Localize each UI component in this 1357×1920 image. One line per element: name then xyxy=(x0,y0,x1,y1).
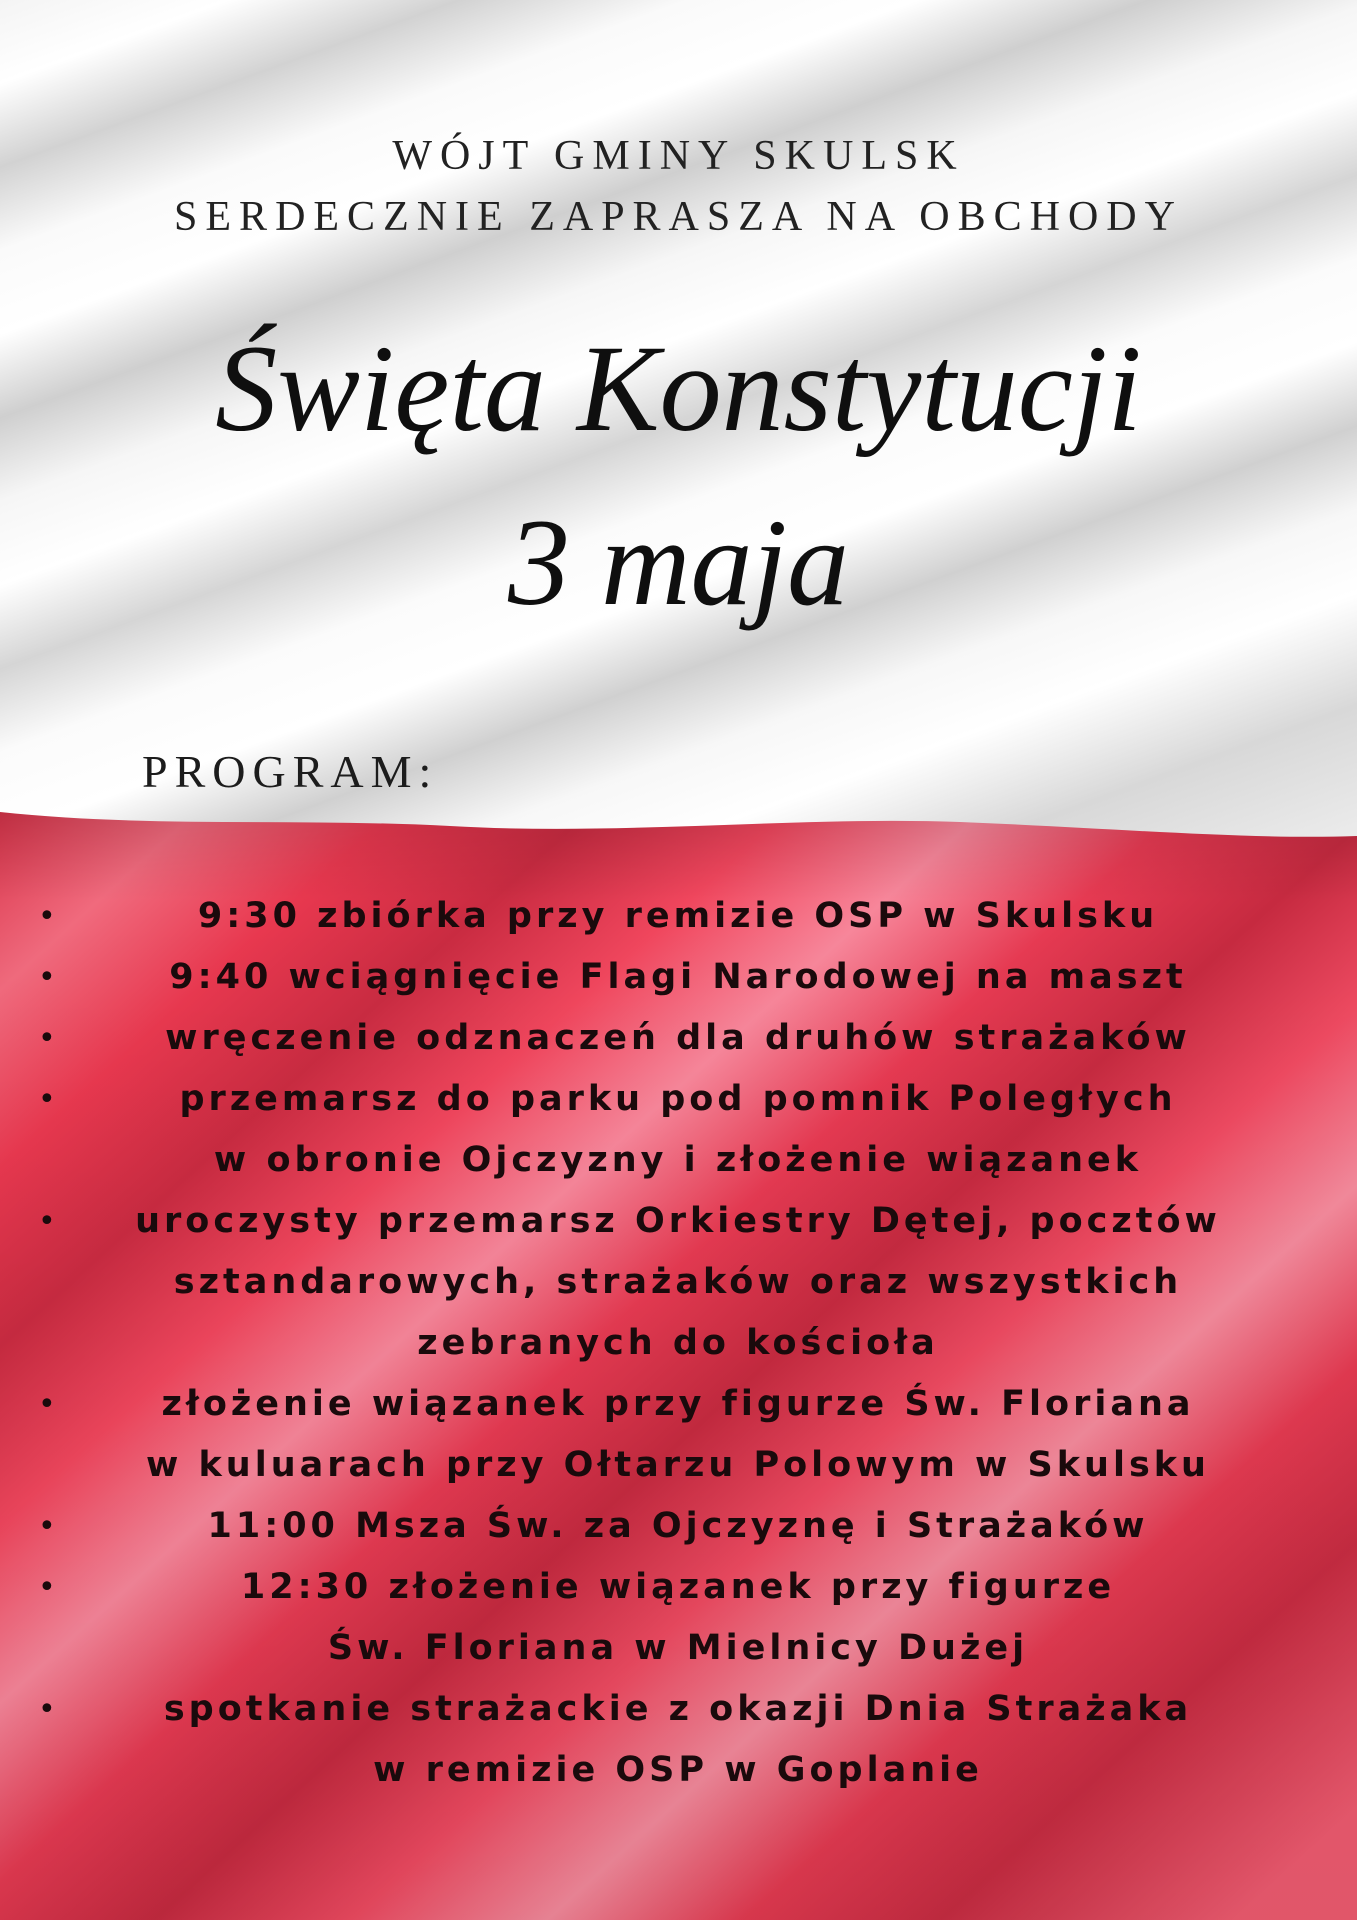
bullet-icon: • xyxy=(38,1509,56,1544)
bullet-icon: • xyxy=(38,1692,56,1727)
header-line-2: SERDECZNIE ZAPRASZA NA OBCHODY xyxy=(174,194,1183,240)
program-list xyxy=(0,886,1357,1801)
program-item-line: przemarsz do parku pod pomnik Poległych xyxy=(179,1079,1177,1119)
program-item xyxy=(0,1069,1357,1191)
header-line-1: WÓJT GMINY SKULSK xyxy=(392,133,965,179)
bullet-icon: • xyxy=(38,1082,56,1117)
bullet-icon: • xyxy=(38,1570,56,1605)
bullet-icon: • xyxy=(38,1204,56,1239)
program-item-line: zebranych do kościoła xyxy=(417,1323,939,1363)
program-item xyxy=(0,1557,1357,1679)
bullet-icon: • xyxy=(38,1387,56,1422)
program-label: PROGRAM: xyxy=(142,746,439,797)
bullet-icon: • xyxy=(38,1021,56,1056)
program-item-line: sztandarowych, strażaków oraz wszystkich xyxy=(173,1262,1183,1302)
program-item-line: uroczysty przemarsz Orkiestry Dętej, pocztów xyxy=(135,1201,1221,1241)
program-item xyxy=(0,1496,1357,1557)
program-item-line: 12:30 złożenie wiązanek przy figurze xyxy=(240,1567,1116,1607)
program-item-line: w obronie Ojczyzny i złożenie wiązanek xyxy=(213,1140,1143,1180)
program-item xyxy=(0,886,1357,947)
program-item-line: złożenie wiązanek przy figurze Św. Floriana xyxy=(161,1384,1195,1424)
bullet-icon: • xyxy=(38,899,56,934)
title-line-2: 3 maja xyxy=(508,494,849,631)
program-item-line: 11:00 Msza Św. za Ojczyznę i Strażaków xyxy=(207,1506,1149,1546)
program-item-line: 9:30 zbiórka przy remizie OSP w Skulsku xyxy=(197,896,1159,936)
program-item-line: wręczenie odznaczeń dla druhów strażaków xyxy=(165,1018,1191,1058)
bullet-icon: • xyxy=(38,960,56,995)
program-item-line: spotkanie strażackie z okazji Dnia Strażaka xyxy=(163,1689,1193,1729)
program-item xyxy=(0,947,1357,1008)
program-item xyxy=(0,1191,1357,1374)
title-line-1: Święta Konstytucji xyxy=(215,320,1142,457)
program-item-line: w kuluarach przy Ołtarzu Polowym w Skulsku xyxy=(146,1445,1210,1485)
program-item-line: 9:40 wciągnięcie Flagi Narodowej na maszt xyxy=(169,957,1187,997)
program-item-line: w remizie OSP w Goplanie xyxy=(373,1750,983,1790)
program-item xyxy=(0,1008,1357,1069)
program-item-line: Św. Floriana w Mielnicy Dużej xyxy=(327,1628,1029,1668)
program-item xyxy=(0,1374,1357,1496)
program-item xyxy=(0,1679,1357,1801)
